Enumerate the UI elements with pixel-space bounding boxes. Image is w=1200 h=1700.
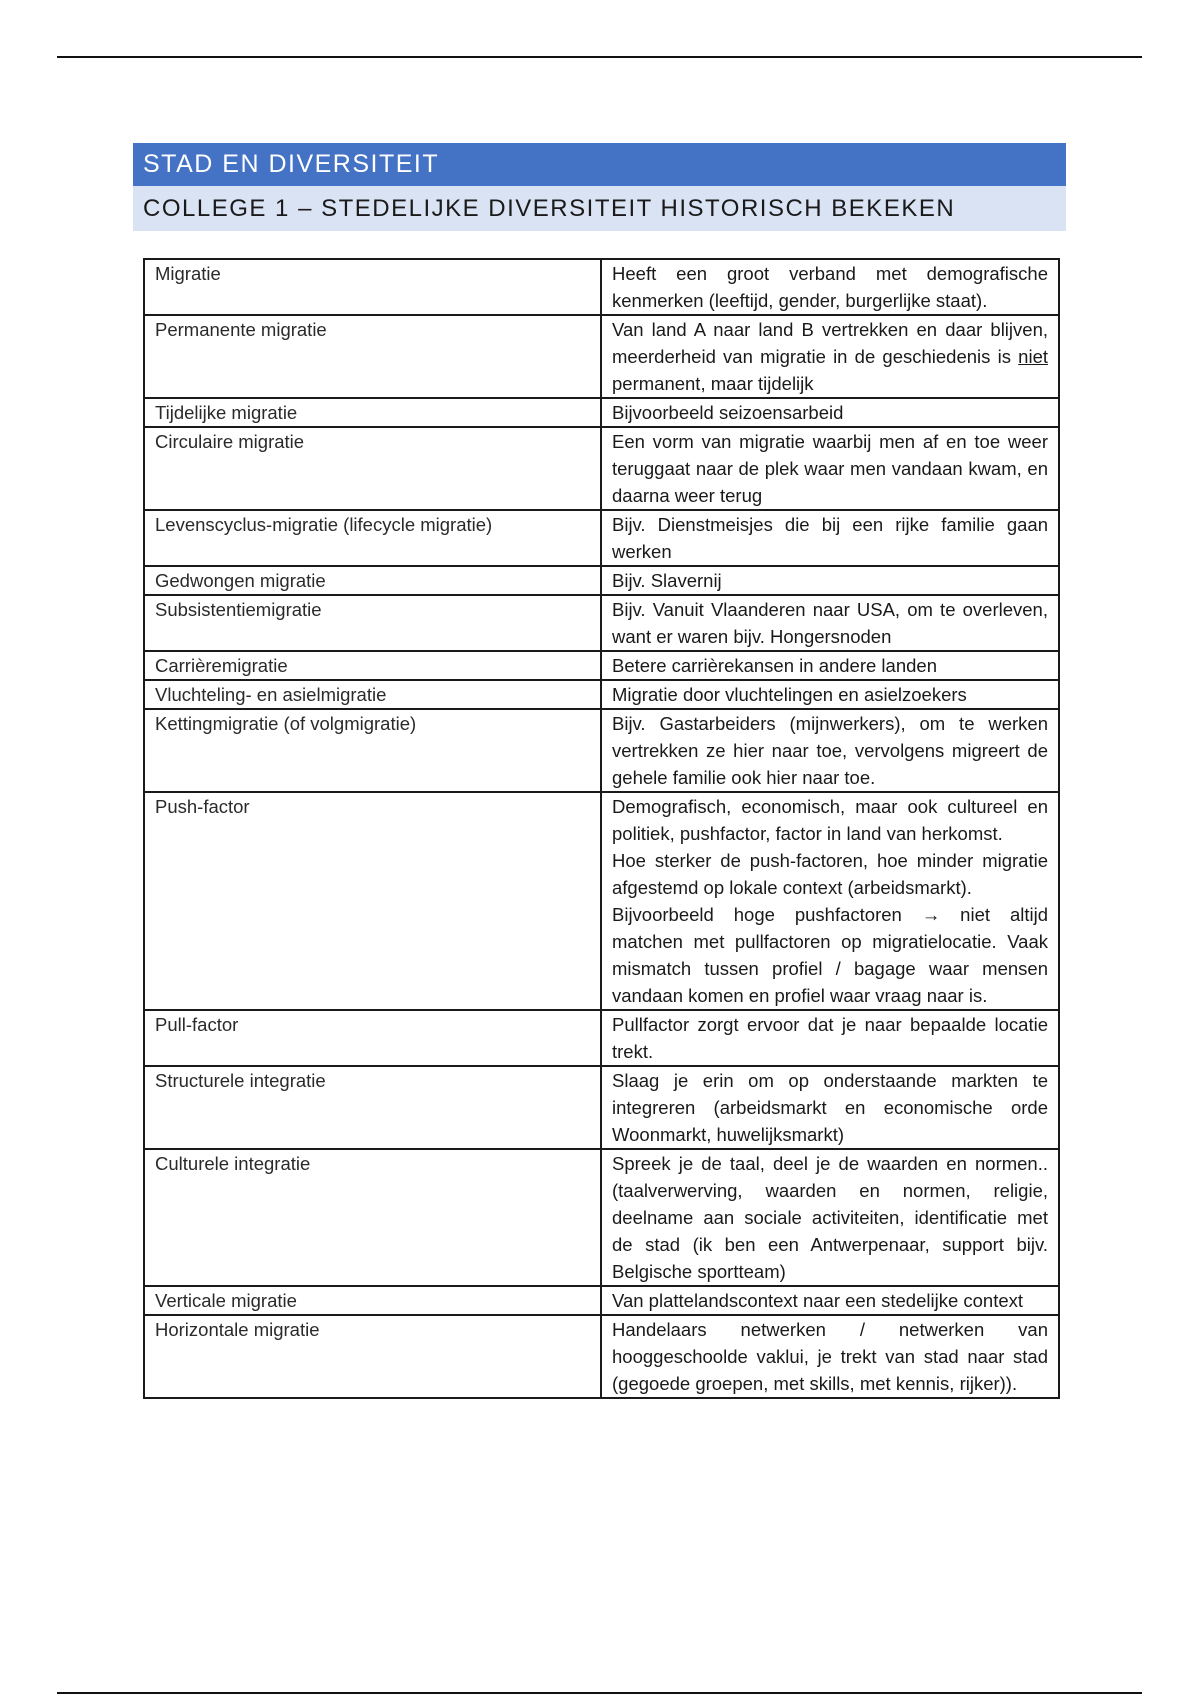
term-cell: Horizontale migratie [144, 1315, 601, 1398]
table-row [144, 1286, 1059, 1315]
definition-cell [601, 709, 1059, 792]
definition-cell [601, 595, 1059, 651]
definition-before-text: Van land A naar land B vertrekken en daar blijven, meerderheid van migratie in de geschiedenis is [612, 319, 1048, 367]
definition-paragraph [612, 316, 1048, 397]
definition-paragraph: Bijv. Vanuit Vlaanderen naar USA, om te overleven, want er waren bijv. Hongersnoden [612, 599, 1048, 647]
definition-paragraph: Hoe sterker de push-factoren, hoe minder migratie afgestemd op lokale context (arbeidsmarkt). [612, 850, 1048, 898]
term-cell: Vluchteling- en asielmigratie [144, 680, 601, 709]
term-cell: Push-factor [144, 792, 601, 1010]
term-cell: Migratie [144, 259, 601, 315]
term-cell: Subsistentiemigratie [144, 595, 601, 651]
definition-cell [601, 1315, 1059, 1398]
definition-paragraph: Betere carrièrekansen in andere landen [612, 655, 937, 676]
definition-paragraph: Bijv. Gastarbeiders (mijnwerkers), om te werken vertrekken ze hier naar toe, vervolgens migreert de gehele familie ook hier naar toe. [612, 713, 1048, 788]
table-row [144, 595, 1059, 651]
definition-paragraph: Slaag je erin om op onderstaande markten te integreren (arbeidsmarkt en economische orde Woonmarkt, huwelijksmarkt) [612, 1070, 1048, 1145]
definition-cell [601, 1010, 1059, 1066]
term-cell: Carrièremigratie [144, 651, 601, 680]
page-title: STAD EN DIVERSITEIT [133, 143, 1066, 186]
definition-underlined-text: niet [1018, 346, 1048, 367]
table-row [144, 566, 1059, 595]
definition-cell [601, 792, 1059, 1010]
table-row [144, 1010, 1059, 1066]
definition-paragraph: Bijv. Dienstmeisjes die bij een rijke familie gaan werken [612, 514, 1048, 562]
definition-paragraph: Pullfactor zorgt ervoor dat je naar bepaalde locatie trekt. [612, 1014, 1048, 1062]
definition-cell [601, 510, 1059, 566]
definition-cell [601, 1066, 1059, 1149]
definition-cell [601, 1286, 1059, 1315]
table-row [144, 259, 1059, 315]
definition-paragraph: Handelaars netwerken / netwerken van hooggeschoolde vaklui, je trekt van stad naar stad (gegoede groepen, met skills, met kennis, rijker)). [612, 1319, 1048, 1394]
definition-cell [601, 315, 1059, 398]
table-row [144, 427, 1059, 510]
term-cell: Culturele integratie [144, 1149, 601, 1286]
definition-cell [601, 651, 1059, 680]
definition-after-text: permanent, maar tijdelijk [612, 373, 814, 394]
definition-cell [601, 1149, 1059, 1286]
table-row [144, 792, 1059, 1010]
term-cell: Structurele integratie [144, 1066, 601, 1149]
term-cell: Tijdelijke migratie [144, 398, 601, 427]
table-row [144, 315, 1059, 398]
definition-paragraph: Een vorm van migratie waarbij men af en toe weer teruggaat naar de plek waar men vandaan kwam, en daarna weer terug [612, 431, 1048, 506]
definition-paragraph: Spreek je de taal, deel je de waarden en normen.. (taalverwerving, waarden en normen, religie, deelname aan sociale activiteiten, identificatie met de stad (ik ben een Antwerpenaar, support bijv. Belgische sportteam) [612, 1153, 1048, 1282]
definition-paragraph: Demografisch, economisch, maar ook cultureel en politiek, pushfactor, factor in land van herkomst. [612, 796, 1048, 844]
table-row [144, 709, 1059, 792]
definition-cell [601, 398, 1059, 427]
definition-cell [601, 680, 1059, 709]
term-cell: Kettingmigratie (of volgmigratie) [144, 709, 601, 792]
footer-rule [57, 1692, 1142, 1694]
definition-paragraph: Bijvoorbeeld hoge pushfactoren → niet altijd matchen met pullfactoren op migratielocatie. Vaak mismatch tussen profiel / bagage waar mensen vandaan komen en profiel waar vraag naar is. [612, 904, 1048, 1006]
term-cell: Gedwongen migratie [144, 566, 601, 595]
definition-cell [601, 566, 1059, 595]
table-row [144, 1149, 1059, 1286]
term-cell: Verticale migratie [144, 1286, 601, 1315]
header-rule [57, 56, 1142, 58]
migration-terms-table [143, 258, 1060, 1399]
definition-cell [601, 427, 1059, 510]
term-cell: Circulaire migratie [144, 427, 601, 510]
definition-paragraph: Bijv. Slavernij [612, 570, 722, 591]
table-row [144, 398, 1059, 427]
definition-paragraph: Bijvoorbeeld seizoensarbeid [612, 402, 844, 423]
term-cell: Permanente migratie [144, 315, 601, 398]
page-subtitle: COLLEGE 1 – STEDELIJKE DIVERSITEIT HISTORISCH BEKEKEN [133, 186, 1066, 231]
table-row [144, 510, 1059, 566]
term-cell: Pull-factor [144, 1010, 601, 1066]
table-row [144, 651, 1059, 680]
table-row [144, 680, 1059, 709]
definition-paragraph: Van plattelandscontext naar een stedelijke context [612, 1290, 1024, 1311]
table-row [144, 1066, 1059, 1149]
definition-paragraph: Heeft een groot verband met demografische kenmerken (leeftijd, gender, burgerlijke staat). [612, 263, 1048, 311]
definition-cell [601, 259, 1059, 315]
definition-paragraph: Migratie door vluchtelingen en asielzoekers [612, 684, 967, 705]
table-row [144, 1315, 1059, 1398]
section-banner [133, 143, 1066, 231]
term-cell: Levenscyclus-migratie (lifecycle migratie) [144, 510, 601, 566]
